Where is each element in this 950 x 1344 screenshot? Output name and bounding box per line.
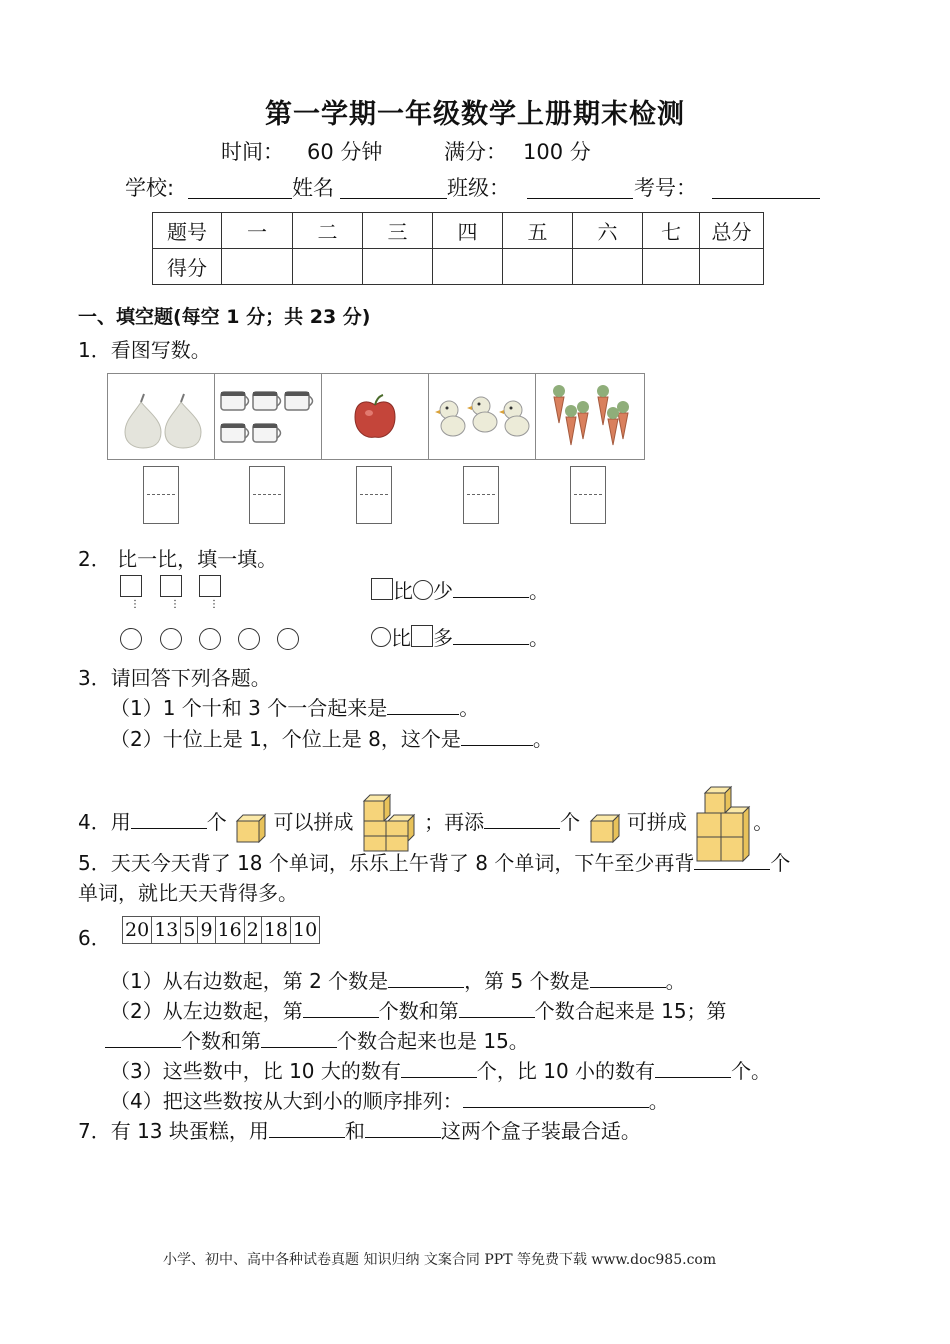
dotted-link: ⋮: [209, 599, 219, 610]
time-value: 60 分钟: [307, 140, 383, 164]
answer-box-1[interactable]: [143, 466, 179, 524]
punctuation: 。: [753, 810, 774, 834]
square-icon: [371, 578, 393, 600]
question-1-label: 1．看图写数。: [78, 338, 211, 362]
item-text: （1）1 个十和 3 个一合起来是: [110, 696, 388, 720]
carrot-icon: [538, 377, 642, 457]
circle-icon: [120, 628, 142, 650]
number-card: 13: [151, 916, 181, 944]
number-card: 20: [122, 916, 152, 944]
item-text: 个数和第: [181, 1029, 261, 1053]
item-text: （1）从右边数起，第 2 个数是: [110, 969, 389, 993]
score-input-cell[interactable]: [222, 249, 293, 285]
question-6-item-3: [110, 1055, 771, 1084]
question-6-label: 6．: [78, 926, 111, 950]
answer-blank[interactable]: [131, 808, 207, 829]
compare-text: 比: [391, 626, 411, 650]
dotted-link: ⋮: [170, 599, 180, 610]
school-label: 学校:: [125, 176, 175, 200]
number-cards: [122, 916, 319, 944]
score-input-cell[interactable]: [293, 249, 363, 285]
page-footer: 小学、初中、高中各种试卷真题 知识归纳 文案合同 PPT 等免费下载 www.doc985.com: [163, 1252, 717, 1268]
circle-icon: [413, 580, 433, 600]
picture-cell-carrots: [536, 374, 644, 459]
number-card: 5: [180, 916, 198, 944]
table-cell: 四: [433, 213, 503, 249]
punctuation: 。: [529, 579, 549, 603]
score-input-cell[interactable]: [503, 249, 573, 285]
item-text: 个，比 10 小的数有: [476, 1059, 656, 1083]
circle-icon: [160, 628, 182, 650]
dotted-link: ⋮: [130, 599, 140, 610]
q4-text: 4．用: [78, 810, 131, 834]
item-text: （4）把这些数按从大到小的顺序排列：: [110, 1089, 463, 1113]
picture-strip: [107, 373, 645, 460]
item-text: （2）从左边数起，第: [110, 999, 303, 1023]
answer-blank[interactable]: [303, 997, 379, 1018]
name-label: 姓名: [292, 176, 334, 200]
score-input-cell[interactable]: [573, 249, 643, 285]
square-icon: [199, 575, 221, 597]
answer-blank[interactable]: [694, 849, 770, 870]
table-cell: 五: [503, 213, 573, 249]
circle-icon: [371, 627, 391, 647]
full-score-label: 满分：: [444, 140, 507, 164]
question-6-item-2-cont: [105, 1025, 529, 1054]
answer-blank[interactable]: [388, 967, 464, 988]
item-text: ，第 5 个数是: [464, 969, 590, 993]
table-cell: 三: [363, 213, 433, 249]
score-table-score-row: [153, 249, 764, 285]
single-cube-icon: [233, 809, 267, 843]
q7-text: 这两个盒子装最合适。: [440, 1119, 641, 1143]
punctuation: 。: [665, 969, 686, 993]
question-7: [78, 1115, 641, 1144]
circle-icon: [199, 628, 221, 650]
table-cell: 六: [573, 213, 643, 249]
q7-text: 和: [344, 1119, 365, 1143]
question-6-item-1: [110, 965, 686, 994]
score-input-cell[interactable]: [363, 249, 433, 285]
punctuation: 。: [532, 727, 553, 751]
apple-icon: [345, 387, 405, 447]
answer-box-3[interactable]: [356, 466, 392, 524]
answer-blank[interactable]: [453, 624, 529, 645]
score-input-cell[interactable]: [700, 249, 764, 285]
question-3-label: 3．请回答下列各题。: [78, 666, 271, 690]
answer-box-4[interactable]: [463, 466, 499, 524]
exam-no-label: 考号：: [634, 176, 697, 200]
number-card: 10: [290, 916, 320, 944]
question-3-item-1: [110, 692, 479, 721]
answer-blank[interactable]: [590, 967, 666, 988]
question-5-line-2: 单词，就比天天背得多。: [78, 881, 298, 905]
school-field[interactable]: [188, 178, 292, 199]
page-title: 第一学期一年级数学上册期末检测: [265, 99, 685, 130]
time-label: 时间：: [221, 140, 284, 164]
class-label: 班级：: [447, 176, 510, 200]
q4-text: 可拼成: [626, 810, 687, 834]
answer-blank[interactable]: [463, 1087, 649, 1108]
table-cell: 七: [643, 213, 700, 249]
compare-text: 少: [433, 579, 453, 603]
three-cube-shape-icon: [360, 793, 418, 855]
full-score-value: 100 分: [523, 140, 591, 164]
number-card: 18: [261, 916, 291, 944]
name-field[interactable]: [340, 178, 447, 199]
score-table-header-row: [153, 213, 764, 249]
question-5-line-1: [78, 847, 790, 876]
item-text: （3）这些数中，比 10 大的数有: [110, 1059, 401, 1083]
answer-blank[interactable]: [365, 1117, 441, 1138]
answer-blank[interactable]: [387, 694, 459, 715]
pear-icon: [111, 382, 211, 452]
number-card: 9: [197, 916, 215, 944]
answer-blank[interactable]: [453, 577, 529, 598]
square-icon: [160, 575, 182, 597]
score-input-cell[interactable]: [643, 249, 700, 285]
answer-box-5[interactable]: [570, 466, 606, 524]
class-field[interactable]: [527, 178, 633, 199]
item-text: 个。: [731, 1059, 772, 1083]
compare-text: 多: [433, 626, 453, 650]
item-text: 个数和第: [378, 999, 459, 1023]
table-cell: 总分: [700, 213, 764, 249]
answer-blank[interactable]: [261, 1027, 337, 1048]
item-text: 个数合起来也是 15。: [337, 1029, 529, 1053]
single-cube-icon: [587, 809, 621, 843]
answer-blank[interactable]: [269, 1117, 345, 1138]
punctuation: 。: [529, 626, 549, 650]
question-3-item-2: [110, 723, 553, 752]
answer-blank[interactable]: [459, 997, 535, 1018]
q4-text: ；再添: [424, 810, 485, 834]
answer-blank[interactable]: [401, 1057, 477, 1078]
answer-blank[interactable]: [484, 808, 560, 829]
compare-text: 比: [393, 579, 413, 603]
answer-blank[interactable]: [461, 725, 533, 746]
cup-icon: [217, 382, 319, 452]
picture-cell-chicks: [429, 374, 537, 459]
table-cell: 得分: [153, 249, 222, 285]
number-card: 2: [244, 916, 262, 944]
item-text: （2）十位上是 1，个位上是 8，这个是: [110, 727, 461, 751]
exam-no-field[interactable]: [712, 178, 820, 199]
answer-blank[interactable]: [655, 1057, 731, 1078]
punctuation: 。: [648, 1089, 669, 1113]
q5-text: 5．天天今天背了 18 个单词，乐乐上午背了 8 个单词，下午至少再背: [78, 851, 695, 875]
question-6-item-2: [110, 995, 727, 1024]
score-input-cell[interactable]: [433, 249, 503, 285]
picture-cell-pears: [108, 374, 215, 459]
square-icon: [120, 575, 142, 597]
q4-text: 个: [206, 810, 227, 834]
question-6-item-4: [110, 1085, 669, 1114]
question-2-label: 2． 比一比，填一填。: [78, 547, 278, 571]
table-cell: 二: [293, 213, 363, 249]
score-table: [152, 212, 764, 285]
answer-blank[interactable]: [105, 1027, 181, 1048]
q4-text: 个: [560, 810, 581, 834]
circle-icon: [277, 628, 299, 650]
table-cell: 一: [222, 213, 293, 249]
q5-text: 个: [770, 851, 791, 875]
square-icon: [411, 625, 433, 647]
circle-icon: [238, 628, 260, 650]
item-text: 个数合起来是 15；第: [534, 999, 727, 1023]
table-cell: 题号: [153, 213, 222, 249]
answer-box-2[interactable]: [249, 466, 285, 524]
compare-line-1: [371, 575, 549, 604]
q7-text: 7．有 13 块蛋糕，用: [78, 1119, 269, 1143]
section-heading: 一、填空题(每空 1 分；共 23 分): [78, 306, 371, 328]
number-card: 16: [215, 916, 245, 944]
punctuation: 。: [459, 696, 480, 720]
compare-figure: [120, 575, 310, 653]
picture-cell-apple: [322, 374, 429, 459]
chick-icon: [431, 382, 533, 452]
picture-cell-cups: [215, 374, 323, 459]
compare-line-2: [371, 622, 549, 651]
q4-text: 可以拼成: [273, 810, 354, 834]
